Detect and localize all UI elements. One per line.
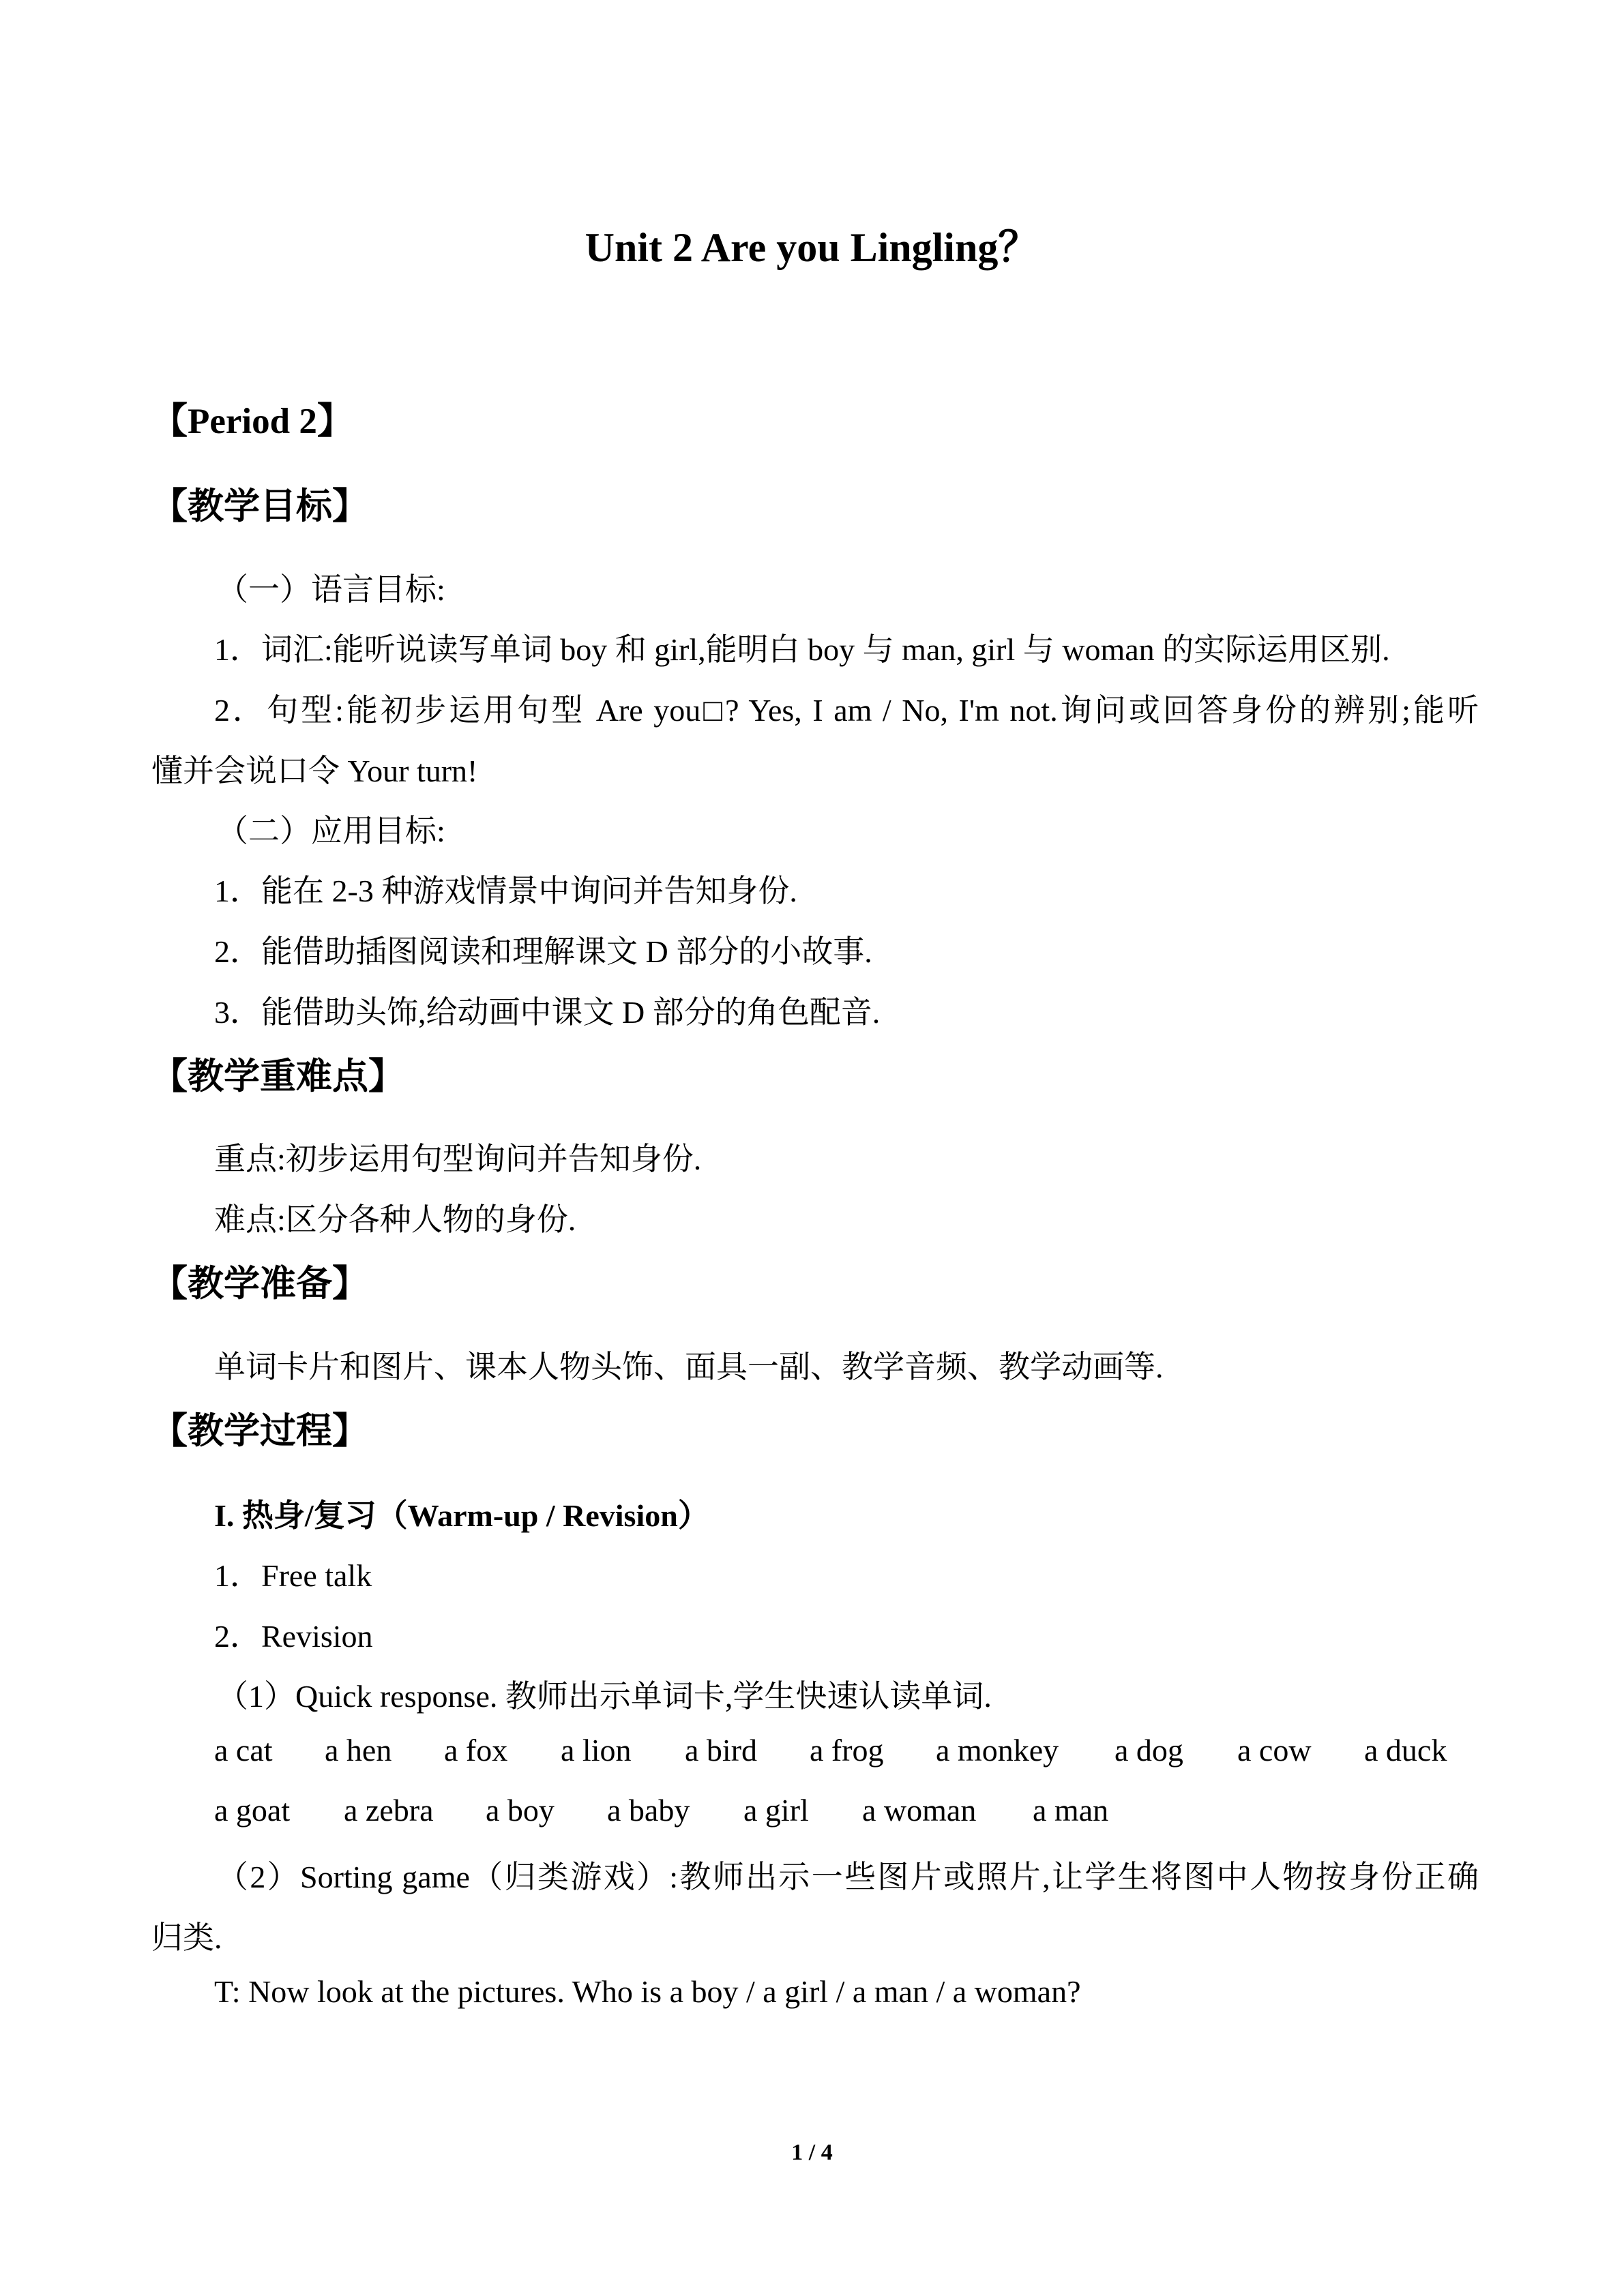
- application-goal-1: 1．能在 2-3 种游戏情景中询问并告知身份.: [214, 874, 797, 908]
- word-item: a fox: [444, 1733, 508, 1768]
- difficult-point: 难点:区分各种人物的身份.: [214, 1202, 576, 1237]
- key-point: 重点:初步运用句型询问并告知身份.: [214, 1142, 702, 1176]
- period-heading: 【Period 2】: [151, 402, 353, 441]
- language-goals-label: （一）语言目标:: [217, 572, 445, 607]
- word-item: a lion: [561, 1733, 632, 1768]
- word-item: a baby: [607, 1793, 690, 1828]
- language-goal-2: 2．句型:能初步运用句型 Are you□? Yes, I am / No, I'm not.询问或回答身份的辨别;能听: [214, 693, 1479, 728]
- application-goal-3: 3．能借助头饰,给动画中课文 D 部分的角色配音.: [214, 995, 881, 1030]
- document-title: Unit 2 Are you Lingling？: [585, 225, 1039, 270]
- sorting-game-text-continued: 归类.: [151, 1920, 222, 1955]
- step-revision: 2．Revision: [214, 1619, 373, 1654]
- language-goal-2-continued: 懂并会说口令 Your turn!: [151, 754, 478, 788]
- word-item: a dog: [1114, 1733, 1183, 1768]
- application-goals-label: （二）应用目标:: [217, 814, 445, 848]
- key-points-heading: 【教学重难点】: [151, 1056, 404, 1097]
- process-heading: 【教学过程】: [151, 1410, 368, 1452]
- word-item: a goat: [214, 1793, 291, 1828]
- preparation-heading: 【教学准备】: [151, 1263, 368, 1304]
- language-goal-1: 1．词汇:能听说读写单词 boy 和 girl,能明白 boy 与 man, girl 与 woman 的实际运用区别.: [214, 632, 1390, 667]
- word-item: a monkey: [936, 1733, 1059, 1768]
- goals-heading: 【教学目标】: [151, 486, 368, 527]
- word-item: a hen: [325, 1733, 392, 1768]
- word-item: a boy: [486, 1793, 555, 1828]
- word-item: a frog: [810, 1733, 884, 1768]
- step-free-talk: 1．Free talk: [214, 1558, 372, 1593]
- quick-response-text: （1）Quick response. 教师出示单词卡,学生快速认读单词.: [217, 1679, 992, 1714]
- word-item: a zebra: [344, 1793, 434, 1828]
- sorting-game-text: （2）Sorting game（归类游戏）:教师出示一些图片或照片,让学生将图中人物按身份正确: [217, 1860, 1479, 1894]
- page-indicator: 1 / 4: [791, 2140, 833, 2165]
- warm-up-title: I. 热身/复习（Warm-up / Revision）: [214, 1498, 709, 1533]
- preparation-text: 单词卡片和图片、课本人物头饰、面具一副、教学音频、教学动画等.: [214, 1350, 1164, 1384]
- application-goal-2: 2．能借助插图阅读和理解课文 D 部分的小故事.: [214, 934, 872, 969]
- word-item: a duck: [1364, 1733, 1447, 1768]
- word-item: a girl: [743, 1793, 809, 1828]
- word-item: a man: [1033, 1793, 1109, 1828]
- teacher-line: T: Now look at the pictures. Who is a boy / a girl / a man / a woman?: [214, 1974, 1081, 2009]
- word-item: a bird: [685, 1733, 758, 1768]
- word-item: a cat: [214, 1733, 273, 1768]
- word-item: a cow: [1237, 1733, 1312, 1768]
- word-item: a woman: [862, 1793, 977, 1828]
